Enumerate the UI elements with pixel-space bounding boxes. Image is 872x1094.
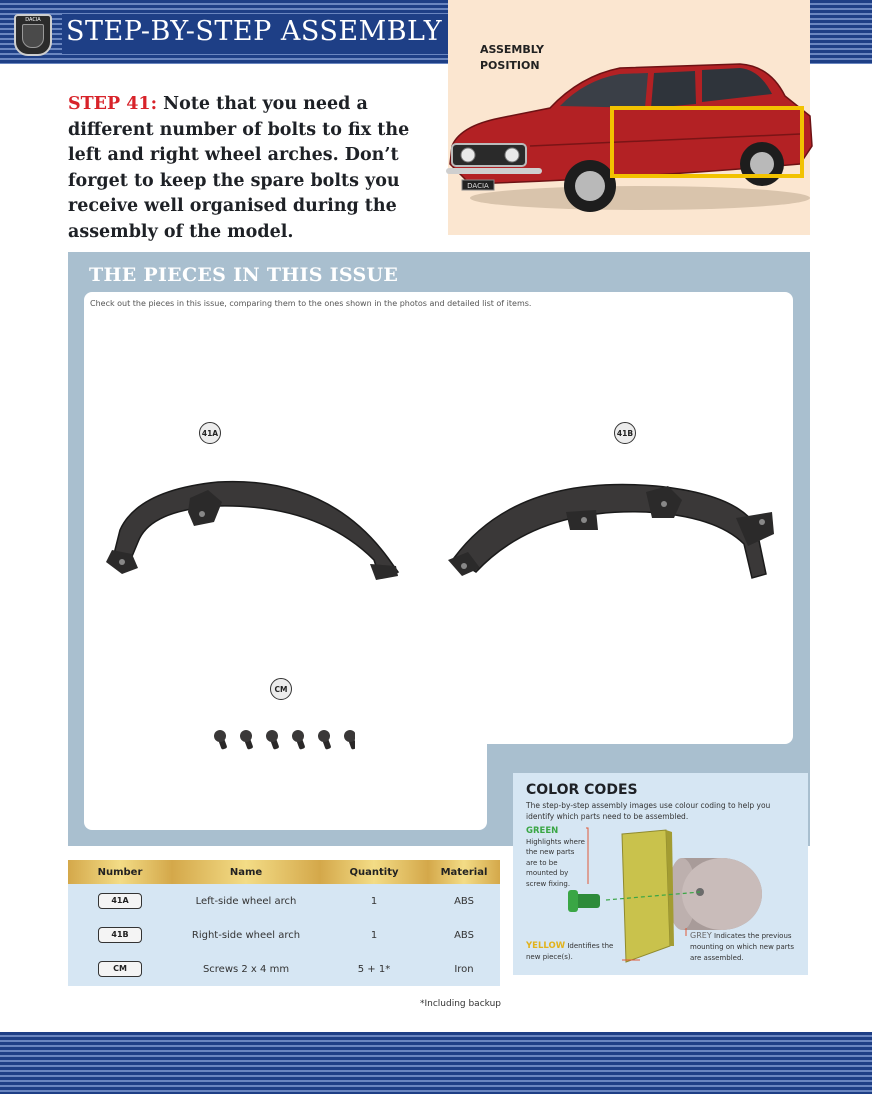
part-number-pill: 41B — [98, 927, 142, 943]
part-badge-cm: CM — [270, 678, 292, 700]
logo-brand-text: DACIA — [25, 17, 41, 23]
header-number: Number — [68, 860, 172, 884]
header-quantity: Quantity — [320, 860, 428, 884]
green-description: Highlights where the new parts are to be mounted by screw fixing. — [526, 837, 585, 888]
part-quantity: 1 — [320, 918, 428, 952]
parts-table — [68, 860, 500, 986]
yellow-label: YELLOW — [526, 941, 566, 951]
screw-icon — [240, 730, 253, 750]
car-plate-text: DACIA — [467, 182, 489, 190]
dacia-logo — [14, 14, 52, 56]
header-name: Name — [172, 860, 320, 884]
color-codes-intro: The step-by-step assembly images use colour coding to help you identify which parts need to be assembled. — [526, 801, 771, 821]
part-number-pill: 41A — [98, 893, 142, 909]
part-name: Right-side wheel arch — [172, 918, 320, 952]
footer-band — [0, 1032, 872, 1094]
part-quantity: 1 — [320, 884, 428, 918]
table-row — [68, 884, 500, 918]
screw-icon — [318, 730, 331, 750]
green-label: GREEN — [526, 826, 559, 836]
pieces-card-extension — [84, 700, 487, 830]
screw-icon — [344, 730, 355, 750]
color-codes-title: COLOR CODES — [526, 782, 638, 798]
step-number: STEP 41: — [68, 94, 158, 114]
part-name: Screws 2 x 4 mm — [172, 952, 320, 986]
screw-icon — [266, 730, 279, 750]
pieces-intro-text: Check out the pieces in this issue, comparing them to the ones shown in the photos and detailed list of items. — [90, 299, 532, 308]
color-code-grey — [690, 930, 802, 964]
color-code-green — [526, 826, 586, 889]
header-material: Material — [428, 860, 500, 884]
part-badge-41b: 41B — [614, 422, 636, 444]
pieces-section-title: THE PIECES IN THIS ISSUE — [89, 264, 399, 286]
part-material: ABS — [428, 884, 500, 918]
part-material: ABS — [428, 918, 500, 952]
yellow-description: Identifies the new piece(s). — [526, 942, 614, 961]
screw-icon — [214, 730, 227, 750]
screws-image — [210, 728, 355, 754]
part-quantity: 5 + 1* — [320, 952, 428, 986]
page-title: STEP-BY-STEP ASSEMBLY — [62, 14, 450, 54]
color-code-yellow — [526, 941, 616, 963]
part-number-pill: CM — [98, 961, 142, 977]
grey-description: Indicates the previous mounting on which new parts are assembled. — [690, 932, 795, 962]
part-name: Left-side wheel arch — [172, 884, 320, 918]
table-footnote: *Including backup — [419, 999, 501, 1009]
right-wheel-arch-image — [446, 464, 776, 589]
screw-icon — [292, 730, 305, 750]
grey-label: GREY — [690, 931, 712, 940]
table-row — [68, 952, 500, 986]
step-instructions — [68, 92, 428, 245]
step-body: Note that you need a different number of bolts to fix the left and right wheel arches. Don’t forget to keep the spare bolts you receive well organised during the assembly of the model. — [68, 94, 410, 242]
car-illustration — [440, 46, 820, 226]
left-wheel-arch-image — [98, 470, 403, 585]
part-badge-41a: 41A — [199, 422, 221, 444]
table-header-row — [68, 860, 500, 884]
table-row — [68, 918, 500, 952]
assembly-position-label: ASSEMBLY POSITION — [480, 43, 544, 72]
part-material: Iron — [428, 952, 500, 986]
